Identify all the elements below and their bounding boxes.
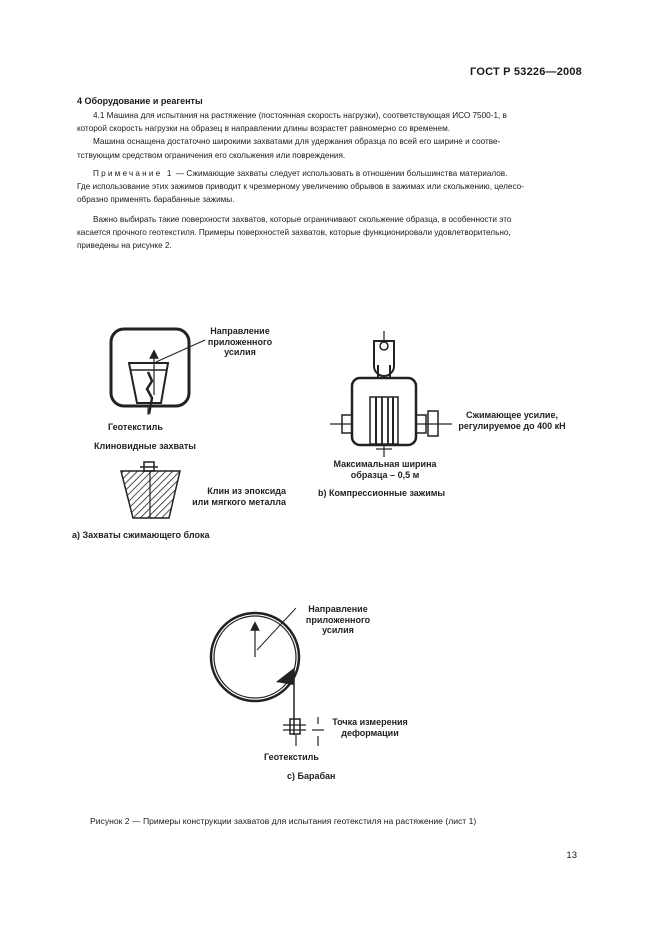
label-line: деформации (341, 727, 399, 738)
label-measurement-point (323, 717, 417, 738)
figure-caption: Рисунок 2 — Примеры конструкции захватов для испытания геотекстиля на растяжение (лист 1) (90, 816, 477, 826)
text-line: касается прочного геотекстиля. Примеры поверхностей захватов, которые функционировали удовлетворительно, (77, 228, 511, 238)
label-geotextile-a: Геотекстиль (108, 422, 163, 432)
label-line: Точка измерения (332, 717, 408, 727)
section-title: 4 Оборудование и реагенты (77, 96, 203, 106)
label-line: Клин из эпоксида (207, 486, 286, 496)
caption-a: а) Захваты сжимающего блока (72, 530, 210, 540)
standard-header: ГОСТ Р 53226—2008 (470, 66, 582, 78)
caption-b: b) Компрессионные зажимы (318, 488, 446, 498)
label-line: Максимальная ширина (333, 459, 437, 469)
text-line: — Сжимающие захваты следует использовать в отношении большинства материалов. (175, 169, 508, 178)
label-line: или мягкого металла (192, 496, 286, 507)
label-clamp-force (452, 410, 572, 431)
label-epoxy-wedge (191, 486, 286, 507)
label-max-width (328, 459, 442, 480)
text-line: приведены на рисунке 2. (77, 241, 172, 251)
text-line: Где использование этих зажимов приводит к чрезмерному увеличению обрывов в зажимах или скольжению, целесо- (77, 182, 524, 192)
label-line: Направление (308, 604, 368, 614)
label-line: усилия (322, 625, 354, 635)
label-force-direction-a (204, 326, 276, 358)
compression-clamp-diagram (330, 331, 452, 457)
page-number: 13 (566, 850, 577, 861)
label-force-direction-c (298, 604, 378, 636)
label-line: приложенного (305, 614, 371, 625)
wedge-grip-diagram (111, 329, 205, 415)
text-line: образно применять барабанные зажимы. (77, 195, 235, 205)
label-line: усилия (224, 347, 256, 357)
caption-c: с) Барабан (287, 771, 336, 781)
label-line: Направление (210, 326, 270, 336)
text-line: тствующим средством ограничения его скольжения или повреждения. (77, 150, 346, 160)
label-line: Сжимающее усилие, (466, 410, 558, 420)
label-geotextile-c: Геотекстиль (264, 752, 319, 762)
label-wedge-grips: Клиновидные захваты (94, 441, 196, 451)
label-line: регулируемое до 400 кН (458, 420, 566, 431)
text-line: Важно выбирать такие поверхности захватов, которые ограничивают скольжение образца, в особенности это (93, 215, 512, 224)
text-line: 4.1 Машина для испытания на растяжение (постоянная скорость нагрузки), соответствующая ИСО 7500-1, в (93, 111, 507, 120)
note-label: Примечание 1 (93, 169, 174, 178)
text-line: которой скорость нагрузки на образец в направлении длины возрастет равномерно со временем. (77, 124, 450, 134)
epoxy-wedge-diagram (121, 462, 180, 518)
text-line: Машина оснащена достаточно широкими захватами для удержания образца по всей его ширине и соотве- (93, 137, 501, 147)
label-line: образца – 0,5 м (350, 469, 420, 480)
label-line: приложенного (207, 336, 273, 347)
